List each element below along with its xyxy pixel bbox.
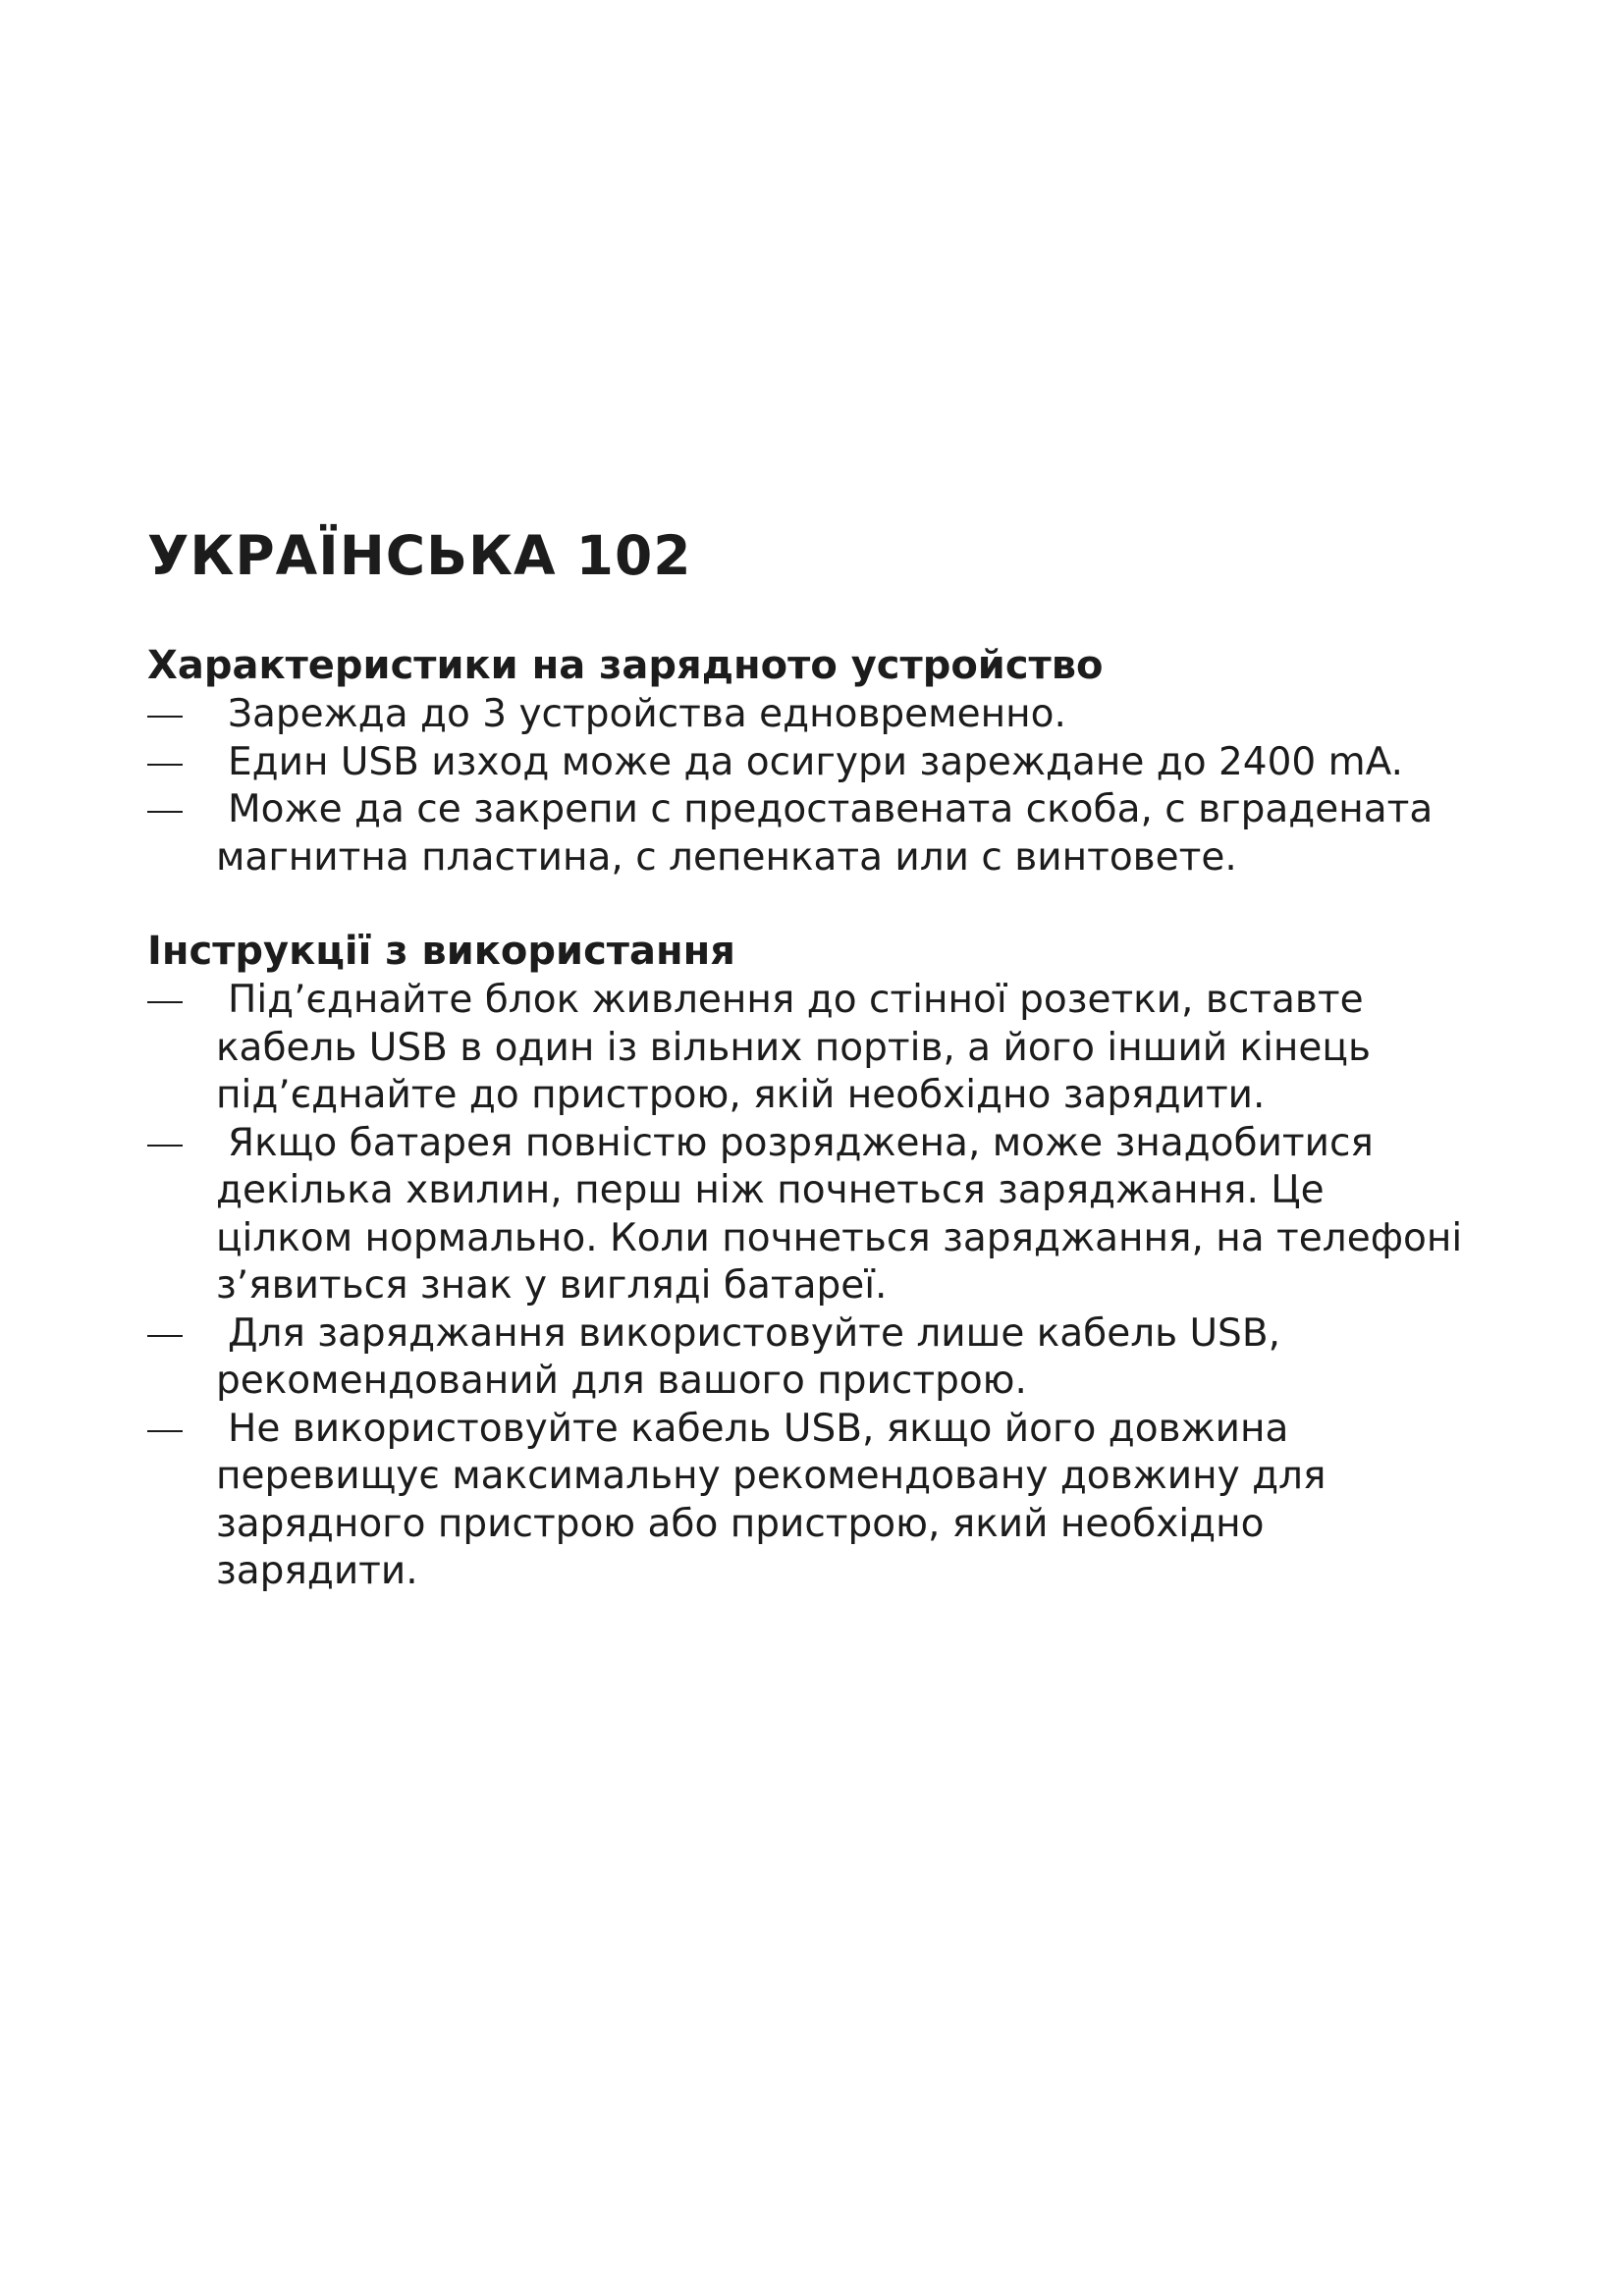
list-item-text: перевищує максимальну рекомендовану довжину для	[216, 1454, 1326, 1498]
list-item-text: Зарежда до 3 устройства едновременно.	[228, 692, 1066, 736]
list-item	[147, 1310, 1522, 1406]
list-item-text: Якщо батарея повністю розряджена, може знадобитися	[228, 1120, 1374, 1165]
list-item-text: Не використовуйте кабель USB, якщо його довжина	[228, 1406, 1289, 1451]
list-item	[147, 1406, 1522, 1596]
list-item-text: Під’єднайте блок живлення до стінної розетки, вставте	[228, 978, 1364, 1022]
list-item-text: Для заряджання використовуйте лише кабель USB,	[228, 1310, 1280, 1356]
list-item	[147, 739, 1522, 787]
section-heading: Характеристики на зарядното устройство	[147, 643, 1104, 688]
section-heading: Інструкції з використання	[147, 929, 735, 974]
list-item-text: під’єднайте до пристрою, якій необхідно зарядити.	[216, 1073, 1266, 1117]
page-title: УКРАЇНСЬКА 102	[147, 524, 692, 587]
bullet-list	[147, 691, 1522, 881]
section-usage-instructions	[147, 926, 1522, 1596]
list-item	[147, 691, 1522, 739]
list-item-text: зарядного пристрою або пристрою, який необхідно	[216, 1501, 1265, 1546]
list-item-text: цілком нормально. Коли почнеться заряджання, на телефоні	[216, 1215, 1463, 1260]
section-charger-features	[147, 640, 1522, 881]
bullet-list	[147, 977, 1522, 1596]
list-item	[147, 1120, 1522, 1310]
list-item-text: зарядити.	[216, 1549, 418, 1593]
list-item-text: кабель USB в один із вільних портів, а його інший кінець	[216, 1025, 1371, 1070]
list-item-text: з’явиться знак у вигляді батареї.	[216, 1263, 888, 1308]
list-item-text: рекомендований для вашого пристрою.	[216, 1359, 1027, 1403]
list-item	[147, 977, 1522, 1120]
list-item-text: Един USB изход може да осигури зареждане до 2400 mA.	[228, 739, 1404, 784]
list-item-text: магнитна пластина, с лепенката или с винтовете.	[216, 834, 1237, 880]
list-item-text: декілька хвилин, перш ніж почнеться заряджання. Це	[216, 1168, 1325, 1212]
list-item	[147, 786, 1522, 881]
list-item-text: Може да се закрепи с предоставената скоба, с вградената	[228, 787, 1434, 831]
